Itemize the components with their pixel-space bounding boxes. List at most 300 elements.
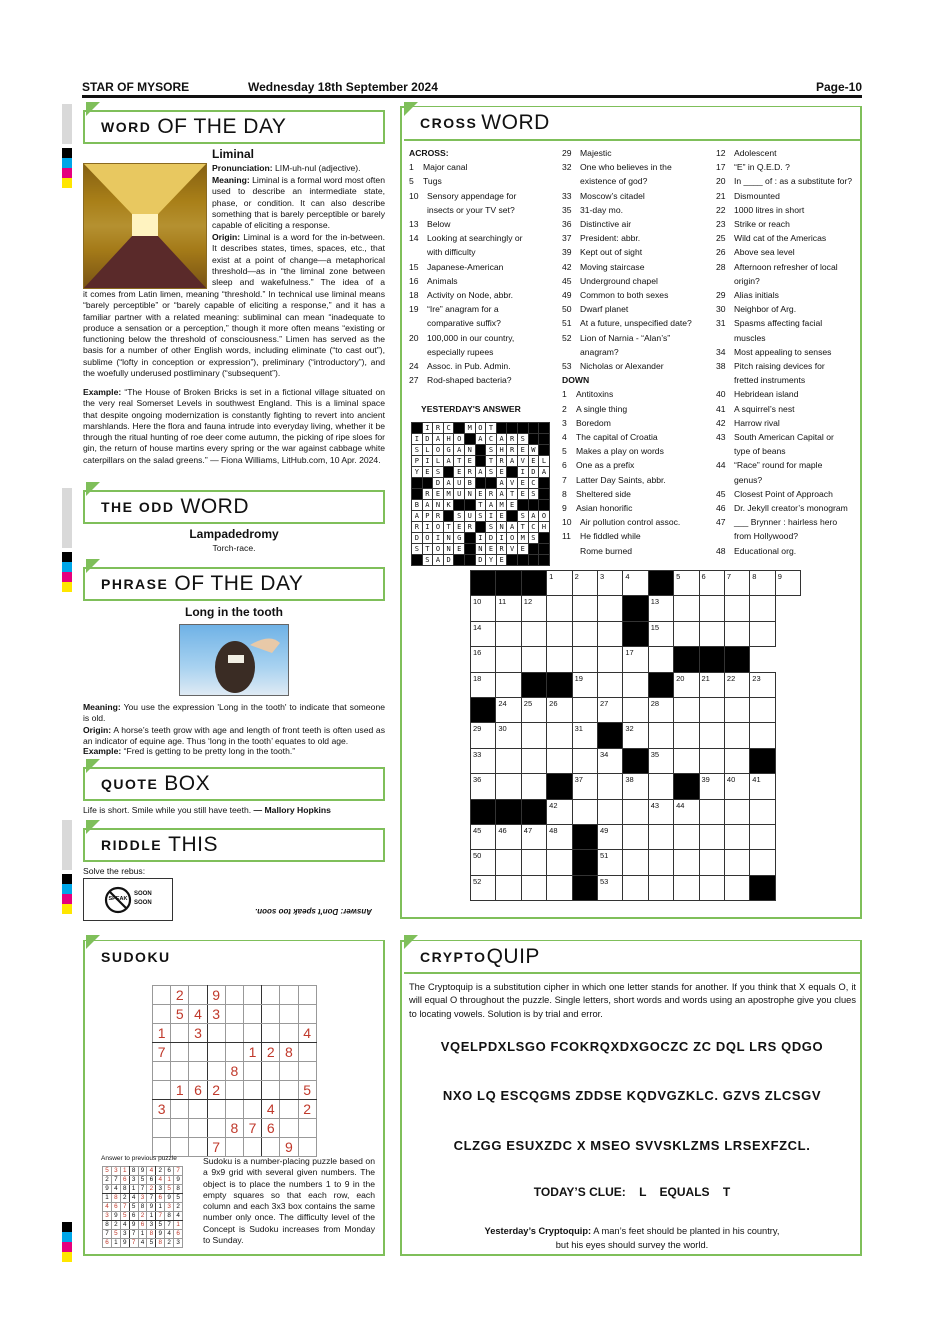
prev-sudoku-cell: 9 — [120, 1239, 129, 1248]
crossword-cell[interactable] — [597, 774, 622, 799]
black-square — [623, 596, 648, 621]
crossword-cell[interactable] — [623, 875, 648, 900]
answer-cell: V — [507, 544, 518, 555]
crossword-cell[interactable] — [623, 799, 648, 824]
crossword-cell[interactable] — [521, 875, 546, 900]
answer-cell: A — [422, 500, 433, 511]
prev-sudoku-cell: 9 — [165, 1194, 174, 1203]
crossword-cell[interactable] — [699, 621, 724, 646]
black-square — [464, 544, 475, 555]
crossword-cell[interactable]: 46 — [496, 824, 521, 849]
prev-sudoku-cell: 6 — [147, 1176, 156, 1185]
across-label: ACROSS: — [409, 148, 449, 158]
prev-sudoku-cell: 6 — [156, 1194, 165, 1203]
sudoku-cell[interactable] — [189, 1119, 207, 1138]
crossword-cell[interactable]: 19 — [572, 672, 597, 697]
crossword-cell[interactable]: 29 — [471, 723, 496, 748]
crossword-cell[interactable]: 6 — [699, 571, 724, 596]
answer-cell: A — [433, 555, 444, 566]
crossword-cell[interactable] — [674, 621, 699, 646]
sudoku-cell[interactable] — [262, 1062, 280, 1081]
crossword-cell[interactable] — [597, 621, 622, 646]
sudoku-cell[interactable] — [171, 1100, 189, 1119]
answer-cell: D — [443, 555, 454, 566]
answer-cell: O — [433, 544, 444, 555]
sudoku-cell[interactable] — [153, 1062, 171, 1081]
crossword-cell[interactable] — [750, 799, 775, 824]
crossword-cell[interactable] — [724, 596, 749, 621]
sudoku-cell[interactable] — [280, 1024, 298, 1043]
crossword-cell[interactable] — [572, 596, 597, 621]
sudoku-cell[interactable] — [225, 986, 243, 1005]
answer-cell: I — [422, 522, 433, 533]
sudoku-cell[interactable] — [243, 1005, 261, 1024]
crossword-cell[interactable] — [623, 824, 648, 849]
crossword-cell[interactable]: 9 — [775, 571, 800, 596]
crossword-cell[interactable]: 45 — [471, 824, 496, 849]
crossword-cell[interactable] — [750, 824, 775, 849]
crossword-cell[interactable] — [521, 647, 546, 672]
example-text: “Fred is getting to be pretty long in the tooth.” — [123, 746, 296, 756]
clue-text: Pitch raising devices for — [734, 361, 825, 372]
crossword-cell[interactable] — [623, 850, 648, 875]
prev-sudoku-cell: 7 — [111, 1176, 120, 1185]
heading-small: CROSS — [420, 115, 478, 131]
crossword-cell[interactable] — [648, 647, 673, 672]
clue — [562, 160, 712, 174]
sudoku-cell: 5 — [298, 1081, 316, 1100]
prev-sudoku-cell: 4 — [156, 1176, 165, 1185]
sudoku-cell[interactable] — [225, 1138, 243, 1157]
crossword-cell[interactable]: 50 — [471, 850, 496, 875]
prev-sudoku-cell: 3 — [138, 1194, 147, 1203]
crossword-cell[interactable] — [699, 748, 724, 773]
answer-cell: M — [517, 533, 528, 544]
clue — [409, 245, 559, 259]
crossword-cell[interactable]: 40 — [724, 774, 749, 799]
sudoku-cell[interactable] — [243, 1024, 261, 1043]
sudoku-cell[interactable] — [243, 1081, 261, 1100]
prev-sudoku-cell: 7 — [103, 1230, 112, 1239]
answer-cell: G — [454, 533, 465, 544]
clue-text: Moscow’s citadel — [580, 190, 645, 201]
crossword-cell[interactable]: 44 — [674, 799, 699, 824]
crossword-cell[interactable]: 12 — [521, 596, 546, 621]
clue — [562, 174, 712, 188]
prev-sudoku-cell: 5 — [174, 1194, 183, 1203]
crossword-cell[interactable]: 39 — [699, 774, 724, 799]
crossword-cell[interactable]: 43 — [648, 799, 673, 824]
answer-cell: T — [486, 423, 497, 434]
clue — [716, 473, 858, 487]
crossword-cell[interactable] — [648, 875, 673, 900]
crossword-cell[interactable] — [648, 774, 673, 799]
crossword-cell[interactable]: 33 — [471, 748, 496, 773]
meaning-text: Liminal is a formal word most often used to describe an intermediate state, phase, or condition. It can also describe something that is barely perceptible or barely capable of eliciting a response. — [212, 175, 385, 231]
sudoku-cell[interactable] — [280, 986, 298, 1005]
answer-cell: N — [443, 533, 454, 544]
crossword-cell[interactable]: 2 — [572, 571, 597, 596]
crossword-cell[interactable] — [699, 723, 724, 748]
crossword-cell[interactable] — [699, 875, 724, 900]
sudoku-cell[interactable] — [225, 1081, 243, 1100]
answer-cell: Y — [412, 467, 423, 478]
crossword-cell[interactable] — [597, 596, 622, 621]
crossword-cell[interactable]: 3 — [597, 571, 622, 596]
rebus-line1: SOON — [134, 891, 152, 897]
clue-text: A single thing — [576, 403, 628, 414]
crossword-cell[interactable] — [648, 850, 673, 875]
clue — [716, 430, 858, 444]
prev-sudoku-cell: 1 — [111, 1239, 120, 1248]
clue-text: One as a prefix — [576, 460, 635, 471]
sudoku-cell[interactable] — [262, 1138, 280, 1157]
crossword-cell[interactable]: 53 — [597, 875, 622, 900]
prev-sudoku-cell: 9 — [156, 1230, 165, 1239]
corner-flag — [86, 935, 100, 949]
crossword-cell[interactable] — [724, 824, 749, 849]
sudoku-cell[interactable] — [225, 1043, 243, 1062]
sudoku-cell[interactable] — [262, 986, 280, 1005]
crossword-cell[interactable] — [724, 748, 749, 773]
crossword-cell[interactable] — [674, 723, 699, 748]
sudoku-cell[interactable] — [189, 1043, 207, 1062]
crossword-cell[interactable] — [724, 723, 749, 748]
crossword-cell[interactable]: 1 — [547, 571, 572, 596]
sudoku-cell[interactable] — [153, 1005, 171, 1024]
sudoku-cell: 1 — [153, 1024, 171, 1043]
answer-cell: S — [517, 511, 528, 522]
sudoku-cell: 3 — [153, 1100, 171, 1119]
clue-text: from Hollywood? — [734, 531, 798, 542]
sudoku-cell[interactable] — [280, 1005, 298, 1024]
crossword-cell[interactable] — [724, 621, 749, 646]
sudoku-cell[interactable] — [207, 1062, 225, 1081]
sudoku-cell[interactable] — [189, 986, 207, 1005]
cryptoquip-heading — [404, 941, 860, 974]
sudoku-cell[interactable] — [298, 1062, 316, 1081]
paper-name: STAR OF MYSORE — [82, 80, 190, 94]
crossword-cell[interactable] — [750, 621, 775, 646]
prev-sudoku-cell: 4 — [174, 1212, 183, 1221]
sudoku-cell[interactable] — [189, 1100, 207, 1119]
sudoku-cell[interactable] — [207, 1119, 225, 1138]
sudoku-cell[interactable] — [298, 1119, 316, 1138]
answer-cell: B — [412, 500, 423, 511]
clue-text: Majestic — [580, 148, 612, 158]
corner-flag — [86, 820, 100, 834]
answer-cell: N — [464, 489, 475, 500]
crossword-cell[interactable] — [750, 850, 775, 875]
crossword-cell[interactable]: 11 — [496, 596, 521, 621]
crossword-cell[interactable] — [699, 697, 724, 722]
sudoku-cell[interactable] — [189, 1062, 207, 1081]
crossword-cell[interactable]: 26 — [547, 697, 572, 722]
crossword-cell[interactable]: 23 — [750, 672, 775, 697]
sudoku-cell[interactable] — [262, 1005, 280, 1024]
crossword-cell[interactable]: 42 — [547, 799, 572, 824]
crossword-cell[interactable] — [521, 621, 546, 646]
black-square — [539, 434, 550, 445]
crossword-cell[interactable] — [547, 875, 572, 900]
sudoku-cell[interactable] — [243, 1100, 261, 1119]
crossword-cell[interactable]: 8 — [750, 571, 775, 596]
crossword-cell[interactable]: 38 — [623, 774, 648, 799]
answer-cell: A — [412, 511, 423, 522]
sudoku-cell[interactable] — [189, 1138, 207, 1157]
crossword-cell[interactable]: 41 — [750, 774, 775, 799]
black-square — [454, 500, 465, 511]
crossword-cell[interactable] — [597, 672, 622, 697]
word-headword: Liminal — [212, 147, 255, 161]
clue-text: The capital of Croatia — [576, 432, 658, 443]
clue-text: Major canal — [423, 162, 468, 173]
crossword-cell[interactable]: 22 — [724, 672, 749, 697]
sudoku-cell[interactable] — [171, 1024, 189, 1043]
sudoku-cell[interactable] — [280, 1100, 298, 1119]
crossword-cell[interactable] — [623, 697, 648, 722]
sudoku-cell[interactable] — [298, 1138, 316, 1157]
crossword-cell[interactable]: 30 — [496, 723, 521, 748]
clue — [562, 416, 712, 430]
black-square — [412, 423, 423, 434]
crossword-cell[interactable]: 25 — [521, 697, 546, 722]
crossword-cell[interactable]: 51 — [597, 850, 622, 875]
crossword-cell[interactable] — [724, 875, 749, 900]
sudoku-cell[interactable] — [298, 1043, 316, 1062]
crossword-cell[interactable] — [750, 723, 775, 748]
crossword-cell[interactable] — [674, 824, 699, 849]
crossword-cell[interactable] — [521, 774, 546, 799]
clue-text: Dr. Jekyll creator’s monogram — [734, 503, 848, 514]
crossword-cell[interactable] — [547, 850, 572, 875]
crossword-cell[interactable]: 13 — [648, 596, 673, 621]
sudoku-cell[interactable] — [262, 1024, 280, 1043]
heading-large: WORD — [481, 111, 550, 134]
answer-cell: I — [412, 434, 423, 445]
sudoku-cell[interactable] — [153, 1119, 171, 1138]
prev-sudoku-cell: 5 — [156, 1221, 165, 1230]
prev-sudoku-cell: 1 — [138, 1230, 147, 1239]
crossword-cell[interactable] — [496, 672, 521, 697]
crossword-cell[interactable] — [572, 748, 597, 773]
crossword-cell[interactable] — [547, 748, 572, 773]
crossword-cell[interactable] — [572, 697, 597, 722]
crossword-cell[interactable]: 21 — [699, 672, 724, 697]
crossword-cell[interactable]: 4 — [623, 571, 648, 596]
crossword-cell[interactable]: 15 — [648, 621, 673, 646]
crossword-cell[interactable] — [547, 596, 572, 621]
answer-cell: E — [422, 467, 433, 478]
crossword-cell[interactable] — [699, 824, 724, 849]
crossword-cell[interactable]: 10 — [471, 596, 496, 621]
crossword-cell[interactable] — [547, 723, 572, 748]
sudoku-cell[interactable] — [280, 1081, 298, 1100]
sudoku-cell[interactable] — [225, 1024, 243, 1043]
crossword-cell[interactable] — [674, 596, 699, 621]
prev-sudoku-cell: 5 — [129, 1203, 138, 1212]
crossword-cell[interactable] — [496, 621, 521, 646]
crossword-cell[interactable] — [597, 647, 622, 672]
clue-number: 10 — [562, 517, 572, 528]
answer-cell: D — [475, 555, 486, 566]
sudoku-cell[interactable] — [225, 1005, 243, 1024]
crossword-cell[interactable] — [496, 850, 521, 875]
crossword-cell[interactable] — [547, 621, 572, 646]
sudoku-cell[interactable] — [280, 1062, 298, 1081]
clue-number: 52 — [562, 332, 572, 343]
sudoku-cell[interactable] — [153, 1138, 171, 1157]
crossword-cell[interactable] — [521, 723, 546, 748]
crossword-cell[interactable] — [496, 774, 521, 799]
clue — [716, 174, 858, 188]
prev-sudoku-cell: 1 — [165, 1176, 174, 1185]
answer-cell: W — [528, 445, 539, 456]
crossword-cell[interactable] — [496, 748, 521, 773]
crossword-cell[interactable]: 52 — [471, 875, 496, 900]
crossword-cell[interactable] — [648, 824, 673, 849]
crossword-cell[interactable] — [750, 596, 775, 621]
sudoku-cell[interactable] — [153, 986, 171, 1005]
crossword-cell[interactable] — [724, 697, 749, 722]
sudoku-cell[interactable] — [171, 1138, 189, 1157]
sudoku-cell[interactable] — [207, 1100, 225, 1119]
crossword-cell[interactable] — [496, 647, 521, 672]
black-square — [623, 748, 648, 773]
clue — [562, 217, 712, 231]
crossword-cell[interactable] — [496, 875, 521, 900]
crossword-cell[interactable]: 34 — [597, 748, 622, 773]
sudoku-cell[interactable] — [171, 1119, 189, 1138]
crossword-cell[interactable]: 20 — [674, 672, 699, 697]
crossword-cell[interactable]: 35 — [648, 748, 673, 773]
crossword-cell[interactable]: 18 — [471, 672, 496, 697]
clue — [562, 302, 712, 316]
sudoku-cell[interactable] — [171, 1043, 189, 1062]
clue-text: Underground chapel — [580, 275, 658, 286]
clue-list — [562, 146, 712, 373]
crossword-cell[interactable]: 28 — [648, 697, 673, 722]
crossword-cell[interactable] — [547, 647, 572, 672]
sudoku-cell[interactable] — [225, 1100, 243, 1119]
black-square — [507, 511, 518, 522]
crossword-cell[interactable] — [572, 799, 597, 824]
clue — [409, 217, 559, 231]
crossword-cell[interactable]: 32 — [623, 723, 648, 748]
answer-cell: H — [496, 445, 507, 456]
sudoku-cell[interactable] — [207, 1043, 225, 1062]
phrase-heading — [83, 567, 385, 601]
clue-text: especially rupees — [427, 346, 494, 357]
black-square — [572, 875, 597, 900]
crossword-cell[interactable] — [623, 672, 648, 697]
black-square — [475, 522, 486, 533]
crossword-cell[interactable]: 49 — [597, 824, 622, 849]
clue-number: 4 — [562, 432, 567, 443]
sudoku-description: Sudoku is a number-placing puzzle based on a 9x9 grid with several given numbers. The object is to place the numbers 1 to 9 in the empty squares so that each row, each column and each 3x3 box contains the same number only once. The difficulty level of the Concept is Sudoku increases from Monday to Sunday. — [203, 1156, 375, 1246]
crossword-cell[interactable] — [521, 850, 546, 875]
black-square — [443, 467, 454, 478]
answer-cell: A — [475, 467, 486, 478]
crossword-cell[interactable]: 48 — [547, 824, 572, 849]
prev-sudoku-cell: 2 — [156, 1167, 165, 1176]
crossword-cell[interactable] — [699, 596, 724, 621]
crossword-cell[interactable]: 36 — [471, 774, 496, 799]
answer-cell: I — [496, 533, 507, 544]
crossword-cell[interactable] — [597, 799, 622, 824]
clue — [409, 260, 559, 274]
crossword-cell[interactable]: 31 — [572, 723, 597, 748]
corner-flag — [86, 559, 100, 573]
crossword-cell[interactable] — [674, 850, 699, 875]
crossword-cell[interactable]: 47 — [521, 824, 546, 849]
sudoku-cell[interactable] — [298, 986, 316, 1005]
crossword-cell[interactable] — [750, 697, 775, 722]
clue — [716, 274, 858, 288]
black-square — [422, 478, 433, 489]
crossword-grid[interactable] — [470, 570, 801, 901]
crossword-cell[interactable] — [521, 748, 546, 773]
prev-sudoku-cell: 6 — [165, 1167, 174, 1176]
sudoku-grid[interactable] — [152, 985, 317, 1157]
clue — [409, 189, 559, 203]
clue — [716, 487, 858, 501]
clue-text: Distinctive air — [580, 219, 632, 230]
crossword-cell[interactable]: 5 — [674, 571, 699, 596]
crossword-cell[interactable]: 24 — [496, 697, 521, 722]
crossword-cell[interactable]: 17 — [623, 647, 648, 672]
crossword-cell[interactable] — [674, 875, 699, 900]
clue — [562, 260, 712, 274]
cipher-line-2: NXO LQ ESCQGMS ZDDSE KQDVGZKLC. GZVS ZLCSGV — [442, 1088, 822, 1103]
crossword-cell[interactable] — [699, 799, 724, 824]
sudoku-cell[interactable] — [280, 1119, 298, 1138]
sudoku-cell[interactable] — [243, 1138, 261, 1157]
clue-number: 9 — [562, 503, 567, 514]
sudoku-cell[interactable] — [262, 1081, 280, 1100]
crossword-cell[interactable] — [572, 647, 597, 672]
answer-cell: E — [454, 544, 465, 555]
clue-text: Afternoon refresher of local — [734, 261, 838, 272]
sudoku-cell[interactable] — [243, 986, 261, 1005]
clue — [409, 359, 559, 373]
corner-flag — [404, 935, 418, 949]
crossword-cell[interactable] — [674, 748, 699, 773]
crossword-cell[interactable]: 27 — [597, 697, 622, 722]
clue-text: Sensory appendage for — [427, 190, 517, 201]
sudoku-cell: 8 — [225, 1119, 243, 1138]
sudoku-cell[interactable] — [298, 1005, 316, 1024]
crossword-cell[interactable] — [724, 799, 749, 824]
sudoku-cell[interactable] — [243, 1062, 261, 1081]
crossword-cell[interactable]: 16 — [471, 647, 496, 672]
label: Meaning: — [212, 175, 250, 185]
prev-sudoku-cell: 4 — [103, 1203, 112, 1212]
crossword-cell[interactable]: 7 — [724, 571, 749, 596]
answer-cell: T — [422, 544, 433, 555]
crossword-cell[interactable] — [674, 697, 699, 722]
sudoku-cell[interactable] — [171, 1062, 189, 1081]
crossword-cell[interactable] — [699, 850, 724, 875]
sudoku-cell[interactable] — [207, 1024, 225, 1043]
crossword-cell[interactable]: 37 — [572, 774, 597, 799]
crossword-cell[interactable] — [724, 850, 749, 875]
black-square — [572, 850, 597, 875]
sudoku-cell[interactable] — [153, 1081, 171, 1100]
crossword-cell[interactable] — [572, 621, 597, 646]
crossword-cell[interactable] — [648, 723, 673, 748]
crossword-cell[interactable]: 14 — [471, 621, 496, 646]
